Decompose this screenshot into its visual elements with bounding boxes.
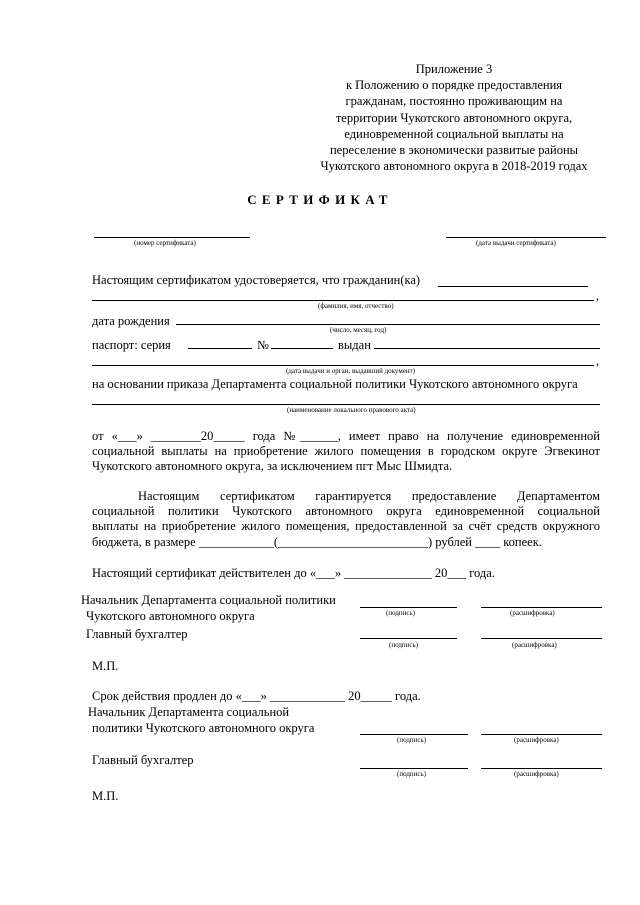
appendix-line: Приложение 3 (415, 62, 493, 76)
head-title: Чукотского автономного округа (86, 609, 255, 623)
citizen-name-short-line (438, 286, 588, 287)
signature-line (360, 734, 468, 735)
signature-caption: (подпись) (397, 736, 427, 744)
comma: , (596, 289, 600, 303)
legal-act-caption: (наименование локального правового акта) (287, 406, 416, 414)
paragraph-line: Чукотского автономного округа, за исключением пгт Мыс Шмидта. (92, 459, 453, 474)
accountant-title: Главный бухгалтер (86, 627, 188, 641)
signature-line (360, 607, 457, 608)
passport-number-label: № (257, 338, 269, 352)
paragraph-line: бюджета, в размере ____________(________________________) рублей ____ копеек. (92, 534, 542, 549)
signature-caption: (подпись) (386, 609, 416, 617)
paragraph-line: выплаты на приобретение жилого помещения, предоставленной за счёт средств окружного (92, 519, 600, 534)
birth-date-caption: (число, месяц, год) (330, 326, 387, 334)
appendix-line: территории Чукотского автономного округа, (335, 110, 573, 125)
appendix-line: Чукотского автономного округа в 2018-2019 годах (320, 159, 588, 174)
signature-line (360, 638, 457, 639)
appendix-line: переселение в экономически развитые районы (329, 143, 579, 158)
decode-line (481, 768, 602, 769)
citizen-name-line (92, 300, 594, 301)
document-title: СЕРТИФИКАТ (247, 192, 393, 207)
extension-text: Срок действия продлен до «___» ____________ 20_____ года. (92, 689, 421, 703)
birth-date-label: дата рождения (92, 314, 170, 328)
decode-caption: (расшифровка) (512, 641, 557, 649)
passport-issued-line (374, 348, 600, 349)
stamp-label: М.П. (92, 789, 119, 803)
certificate-number-line (94, 237, 250, 238)
birth-date-line (176, 324, 600, 325)
legal-act-line (92, 404, 600, 405)
decode-line (481, 734, 602, 735)
head-title: Начальник Департамента социальной (88, 705, 290, 719)
decode-line (481, 638, 602, 639)
appendix-line: гражданам, постоянно проживающим на (345, 94, 563, 109)
passport-number-line (271, 348, 333, 349)
passport-series-line (188, 348, 252, 349)
paragraph-line: от «___» ________20_____ года №______, имеет право на получение единовременной (92, 429, 600, 443)
issued-caption: (дата выдачи и орган, выдавший документ) (286, 367, 416, 375)
guarantee-paragraph (92, 489, 600, 550)
paragraph-line: Настоящим сертификатом гарантируется предоставление Департаментом (138, 489, 600, 503)
certify-text: Настоящим сертификатом удостоверяется, что гражданин(ка) (92, 273, 421, 287)
signature-caption: (подпись) (397, 770, 427, 778)
decode-caption: (расшифровка) (514, 770, 559, 778)
signature-caption: (подпись) (389, 641, 419, 649)
fio-caption: (фамилия, имя, отчество) (318, 302, 394, 310)
passport-series-label: паспорт: серия (92, 338, 171, 352)
decode-caption: (расшифровка) (514, 736, 559, 744)
certificate-date-caption: (дата выдачи сертификата) (476, 239, 556, 247)
signature-line (360, 768, 468, 769)
paragraph-line: социальной выплаты на приобретение жилого помещения в городском округе Эгвекинот (92, 444, 600, 459)
passport-issuer-line (92, 365, 594, 366)
comma: , (596, 354, 600, 368)
certificate-number-caption: (номер сертификата) (134, 239, 196, 247)
appendix-block (304, 61, 604, 174)
appendix-line: единовременной социальной выплаты на (344, 126, 564, 141)
order-basis-text: на основании приказа Департамента социальной политики Чукотского автономного округа (92, 377, 578, 391)
stamp-label: М.П. (92, 659, 119, 673)
validity-text: Настоящий сертификат действителен до «___» ______________ 20___ года. (92, 566, 495, 580)
decode-caption: (расшифровка) (510, 609, 555, 617)
accountant-title: Главный бухгалтер (92, 753, 194, 767)
appendix-line: к Положению о порядке предоставления (345, 78, 563, 93)
certificate-date-line (446, 237, 606, 238)
head-title: Начальник Департамента социальной политики (81, 593, 336, 607)
decode-line (481, 607, 602, 608)
passport-issued-label: выдан (338, 338, 371, 352)
right-paragraph (92, 429, 600, 475)
paragraph-line: социальной политики Чукотского автономного округа единовременной социальной (92, 504, 600, 519)
head-title: политики Чукотского автономного округа (92, 721, 315, 735)
